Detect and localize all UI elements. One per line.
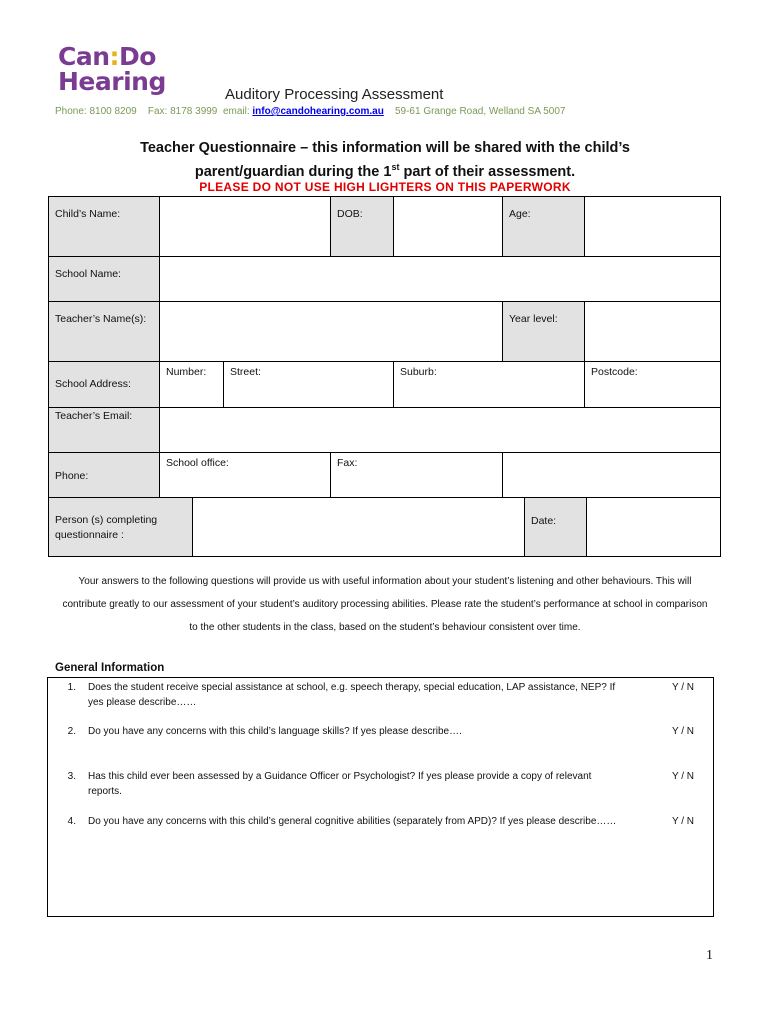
year-level-label: Year level: (502, 301, 585, 362)
question-text: Has this child ever been assessed by a Guidance Officer or Psychologist? If yes please provide a copy of relevant reports. (88, 771, 592, 797)
highlighter-warning: PLEASE DO NOT USE HIGH LIGHTERS ON THIS PAPERWORK (199, 180, 571, 194)
dob-label: DOB: (330, 196, 394, 257)
date-label: Date: (524, 497, 587, 557)
fax-field[interactable] (330, 452, 503, 498)
title-line-2a: parent/guardian during the 1 (194, 163, 392, 180)
contact-email-label: email: (222, 106, 250, 117)
page-number: 1 (706, 948, 713, 963)
question-text: Do you have any concerns with this child’s general cognitive abilities (separately from APD)? If yes please describe…… (88, 816, 617, 827)
logo-text-can: Can (58, 42, 110, 71)
address-suburb-label: Suburb: (400, 366, 437, 378)
question-number: 4. (67, 816, 76, 827)
school-name-label: School Name: (48, 256, 160, 302)
teachers-email-field[interactable] (159, 407, 721, 453)
logo-dots: : (109, 42, 120, 71)
dob-field[interactable] (393, 196, 503, 257)
address-street-label: Street: (230, 366, 261, 378)
school-office-phone-field[interactable] (159, 452, 331, 498)
yes-no-answer[interactable]: Y / N (671, 726, 695, 737)
phone-label: Phone: (48, 452, 160, 498)
title-sup: st (391, 162, 400, 172)
address-suburb-field[interactable] (393, 361, 585, 408)
address-postcode-label: Postcode: (591, 366, 638, 378)
yes-no-answer[interactable]: Y / N (671, 816, 695, 827)
school-address-label: School Address: (48, 361, 160, 408)
address-number-label: Number: (166, 366, 207, 378)
fax-label: Fax: (337, 457, 358, 469)
school-office-label: School office: (166, 457, 229, 469)
phone-extra-field[interactable] (502, 452, 721, 498)
candohearing-logo (58, 44, 166, 94)
age-field[interactable] (584, 196, 721, 257)
question-number: 2. (67, 726, 76, 737)
question-text: Do you have any concerns with this child’s language skills? If yes please describe…. (88, 726, 462, 737)
address-street-field[interactable] (223, 361, 394, 408)
date-field[interactable] (586, 497, 721, 557)
childs-name-field[interactable] (159, 196, 331, 257)
question-text: Does the student receive special assistance at school, e.g. speech therapy, special education, LAP assistance, NEP? If yes please describe…… (88, 682, 616, 708)
logo-text-do: Do (119, 42, 156, 71)
logo-text-hearing: Hearing (58, 67, 166, 96)
address-postcode-field[interactable] (584, 361, 721, 408)
question-number: 3. (67, 771, 76, 782)
contact-line (55, 106, 565, 117)
yes-no-answer[interactable]: Y / N (671, 682, 695, 693)
intro-paragraph: Your answers to the following questions will provide us with useful information about your student’s listening and other behaviours. This will contribute greatly to our assessment of your student’s auditory processing abilities. Please rate the student’s performance at school in comparison to the other students in the class, based on the student’s behaviour consistent over time. (62, 576, 708, 633)
teachers-name-label: Teacher’s Name(s): (48, 301, 160, 362)
contact-address: 59-61 Grange Road, Welland SA 5007 (394, 106, 566, 117)
questionnaire-title (60, 139, 710, 182)
yes-no-answer[interactable]: Y / N (671, 771, 695, 782)
address-number-field[interactable] (159, 361, 224, 408)
teachers-name-field[interactable] (159, 301, 503, 362)
title-line-1: Teacher Questionnaire – this information will be shared with the child’s (140, 140, 630, 156)
assessment-title: Auditory Processing Assessment (225, 86, 444, 103)
year-level-field[interactable] (584, 301, 721, 362)
childs-name-label: Child’s Name: (48, 196, 160, 257)
general-info-box (47, 677, 714, 917)
school-name-field[interactable] (159, 256, 721, 302)
contact-fax: Fax: 8178 3999 (147, 106, 218, 117)
person-completing-field[interactable] (192, 497, 525, 557)
contact-email-link[interactable]: info@candohearing.com.au (252, 106, 384, 117)
title-line-2b: part of their assessment. (399, 163, 576, 180)
contact-phone: Phone: 8100 8209 (55, 106, 137, 117)
teachers-email-label: Teacher’s Email: (48, 407, 160, 453)
person-completing-label: Person (s) completing questionnaire : (48, 497, 193, 557)
general-info-title: General Information (55, 662, 165, 674)
age-label: Age: (502, 196, 585, 257)
question-number: 1. (67, 682, 76, 693)
title-line-2 (60, 158, 710, 182)
